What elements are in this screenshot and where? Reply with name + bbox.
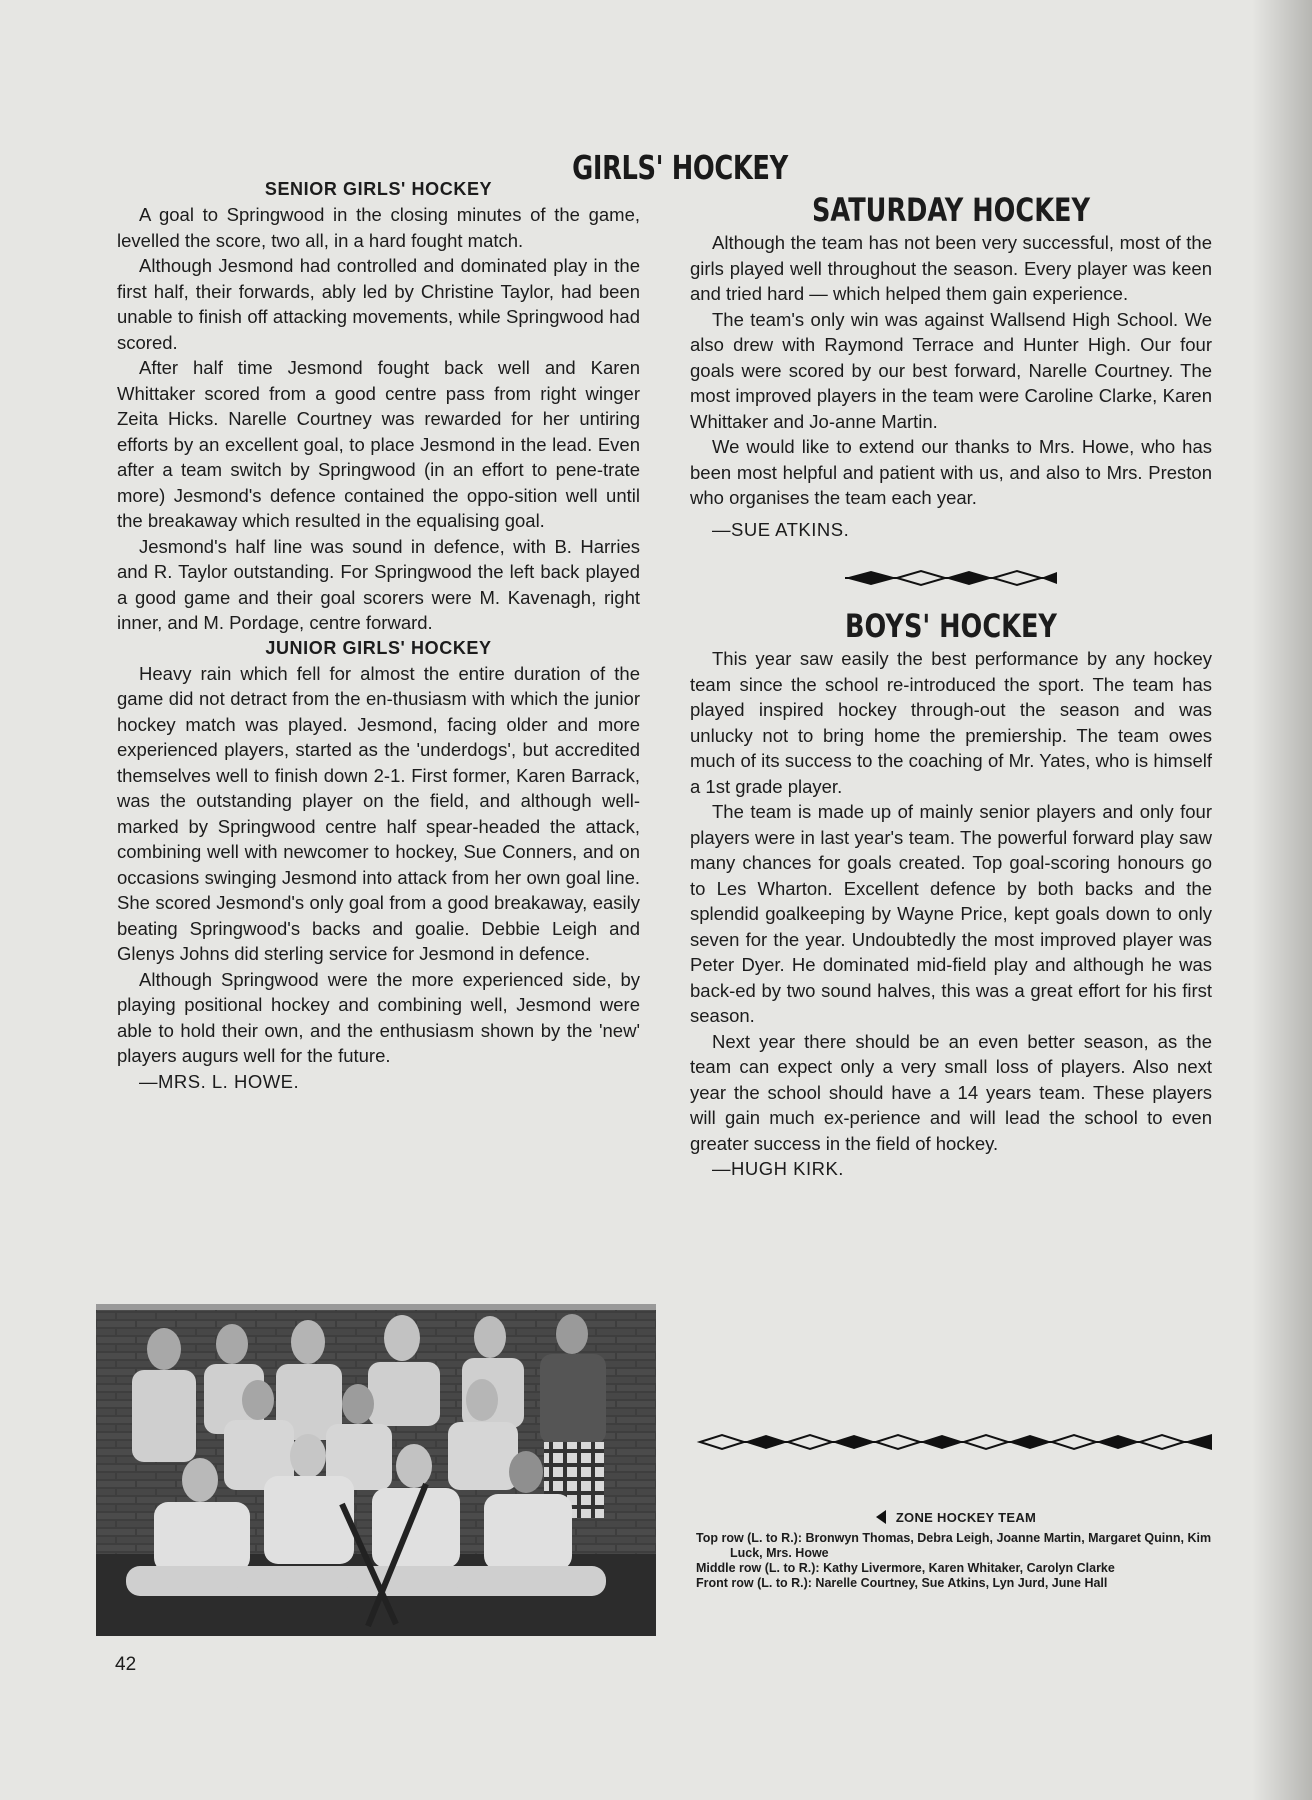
team-photo [96,1304,656,1636]
saturday-heading: SATURDAY HOCKEY [811,191,1091,229]
page-title: GIRLS' HOCKEY [572,148,788,187]
senior-paragraph: Although Jesmond had controlled and dominated play in the first half, their forwards, ably led by Christine Taylor, had been unable to finish off attacking movements, while Springwood had scored. [117,255,640,353]
saturday-paragraph: Although the team has not been very successful, most of the girls played well throughout the season. Every player was keen and tried hard — which helped them gain experience. [690,232,1212,304]
ornament-divider-small [841,564,1061,592]
boys-paragraph: The team is made up of mainly senior players and only four players were in last year's team. The powerful forward play saw many chances for goals created. Top goal-scoring honours go to Les Wharton. Excellent defence by both backs and the splendid goalkeeping by Wayne Price, kept goals down to only seven for the year. Undoubtedly the most improved player was Peter Dyer. He dominated mid-field play and although he was back-ed by two sound halves, this was a great effort for his first season. [690,801,1212,1026]
caption-row: Top row (L. to R.): Bronwyn Thomas, Debra Leigh, Joanne Martin, Margaret Quinn, Kim Luck, Mrs. Howe [696,1531,1212,1560]
arrow-left-icon [876,1510,886,1524]
page-number: 42 [115,1654,137,1675]
junior-paragraph: Heavy rain which fell for almost the entire duration of the game did not detract from the en-thusiasm with which the junior hockey match was played. Jesmond, facing older and more experienced players, started as the 'underdogs', but accredited themselves well to finish down 2-1. First former, Karen Barrack, was the outstanding player on the field, and although well-marked by Springwood centre half spear-headed the attack, combining well with newcomer to hockey, Sue Conners, and on occasions swinging Jesmond into attack from her own goal line. She scored Jesmond's only goal from a good breakaway, easily beating Springwood's backs and goalie. Debbie Leigh and Glenys Johns did sterling service for Jesmond in defence. [117,662,640,964]
caption-row: Middle row (L. to R.): Kathy Livermore, Karen Whitaker, Carolyn Clarke [696,1561,1115,1575]
boys-paragraph: Next year there should be an even better season, as the team can expect only a very small loss of players. Also next year the school should have a 14 years team. These players will gain much ex-perience and will lead the school to even greater success in the field of hockey. [690,1030,1212,1154]
senior-paragraph: Jesmond's half line was sound in defence, with B. Harries and R. Taylor outstanding. For Springwood the left back played a good game and their goal scorers were M. Kavenagh, right inner, and M. Pordage, centre forward. [117,535,640,633]
junior-paragraph: Although Springwood were the more experienced side, by playing positional hockey and combining well, Jesmond were able to hold their own, and the enthusiasm shown by the 'new' players augurs well for the future. [117,968,640,1066]
caption-title-row [696,1510,1216,1525]
senior-paragraph: After half time Jesmond fought back well and Karen Whittaker scored from a good centre pass from right winger Zeita Hicks. Narelle Courtney was rewarded for her untiring efforts by an excellent goal, to place Jesmond in the lead. Even after a team switch by Springwood (in an effort to pene-trate more) Jesmond's defence contained the oppo-sition well until the breakaway which resulted in the equalising goal. [117,357,640,531]
caption-title: ZONE HOCKEY TEAM [895,1510,1037,1525]
page-edge-shadow [1252,0,1312,1800]
senior-paragraph: A goal to Springwood in the closing minutes of the game, levelled the score, two all, in a hard fought match. [117,204,640,251]
caption-row: Front row (L. to R.): Narelle Courtney, Sue Atkins, Lyn Jurd, June Hall [696,1576,1108,1590]
saturday-signature: —SUE ATKINS. [712,518,850,540]
boys-paragraph: This year saw easily the best performance by any hockey team since the school re-introduced the sport. The team has played inspired hockey through-out the season and was unlucky not to bring home the premiership. The team owes much of its success to the coaching of Mr. Yates, who is himself a 1st grade player. [690,648,1212,797]
junior-heading: JUNIOR GIRLS' HOCKEY [265,637,492,658]
boys-signature: —HUGH KIRK. [712,1158,844,1179]
boys-heading: BOYS' HOCKEY [845,607,1057,645]
right-column [690,190,1212,1182]
photo-caption [696,1510,1216,1591]
junior-signature: —MRS. L. HOWE. [139,1070,300,1092]
saturday-paragraph: The team's only win was against Wallsend High School. We also drew with Raymond Terrace and Hunter High. Our four goals were scored by our best forward, Narelle Courtney. The most improved players in the team were Caroline Clarke, Karen Whittaker and Jo-anne Martin. [690,308,1212,432]
team-photo-image [96,1304,656,1636]
left-column [117,177,640,1094]
ornament-divider-large [696,1428,1216,1456]
senior-heading: SENIOR GIRLS' HOCKEY [264,179,493,199]
saturday-paragraph: We would like to extend our thanks to Mrs. Howe, who has been most helpful and patient with us, and also to Mrs. Preston who organises the team each year. [690,436,1212,508]
